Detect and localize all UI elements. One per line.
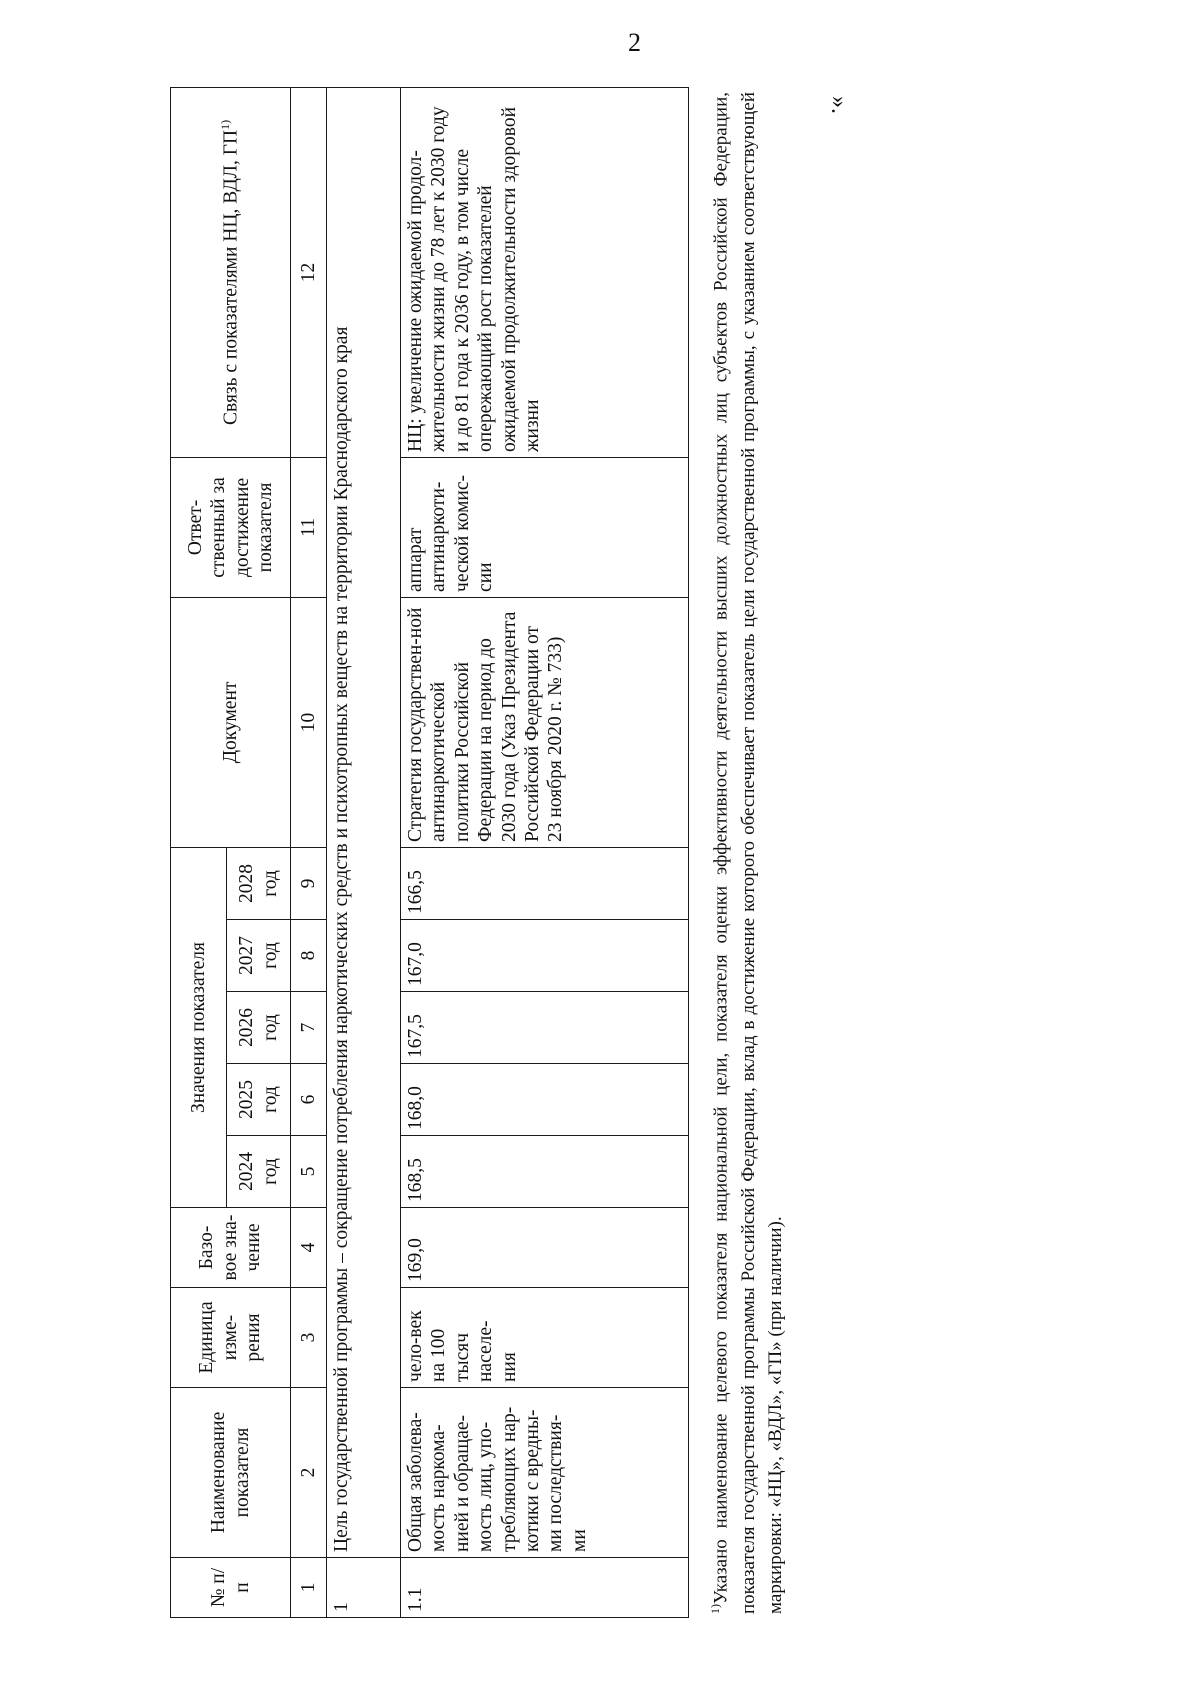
header-year-2027: 2027 год	[227, 920, 291, 992]
col-number: 12	[291, 87, 327, 457]
goal-text: Цель государственной программы – сокращение потребления наркотических средств и психотропных веществ на территории Краснодарского края	[327, 87, 401, 1557]
header-link	[171, 87, 291, 457]
header-link-sup: 1)	[218, 119, 233, 130]
row-base: 169,0	[401, 1208, 689, 1288]
row-value-2026: 167,5	[401, 992, 689, 1064]
header-values-group: Значения показателя	[171, 847, 227, 1207]
header-responsible: Ответ-ственный за достижение показателя	[171, 457, 291, 597]
row-document: Стратегия государствен-ной антинаркотической политики Российской Федерации на период до 2030 года (Указ Президента Российской Федерации от 23 ноября 2020 г. № 733)	[401, 597, 689, 847]
footnote-sup: 1)	[708, 1604, 722, 1614]
row-value-2028: 166,5	[401, 847, 689, 919]
column-numbers-row	[291, 87, 327, 1617]
header-num: № п/п	[171, 1558, 291, 1618]
goal-num: 1	[327, 1558, 401, 1618]
col-number: 7	[291, 992, 327, 1064]
col-number: 6	[291, 1064, 327, 1136]
col-number: 3	[291, 1288, 327, 1388]
header-year-2026: 2026 год	[227, 992, 291, 1064]
col-number: 8	[291, 920, 327, 992]
col-number: 11	[291, 457, 327, 597]
row-name: Общая заболева-мость наркома-нией и обращае-мость лиц, упо-требляющих нар-котики с вредны-ми последствия-ми	[401, 1388, 689, 1558]
footnote-text: Указано наименование целевого показателя национальной цели, показателя оценки эффективности деятельности высших должностных лиц субъектов Российской Федерации, показателя государственной программы Российской Федерации, вклад в достижение которого обеспечивает показатель цели государственной программы, с указанием соответствующей маркировки: «НЦ», «ВДЛ», «ГП» (при наличии).	[710, 92, 787, 1614]
header-base: Базо-вое зна-чение	[171, 1208, 291, 1288]
row-link: НЦ: увеличение ожидаемой продол-жительности жизни до 78 лет к 2030 году и до 81 года к 2036 году, в том числе опережающий рост показателей ожидаемой продолжительности здоровой жизни	[401, 87, 689, 457]
row-num: 1.1	[401, 1558, 689, 1618]
row-responsible: аппарат антинаркоти-ческой комис-сии	[401, 457, 689, 597]
header-link-text: Связь с показателями НЦ, ВДЛ, ГП	[220, 129, 242, 426]
header-year-2025: 2025 год	[227, 1064, 291, 1136]
col-number: 4	[291, 1208, 327, 1288]
row-value-2025: 168,0	[401, 1064, 689, 1136]
footnote	[689, 88, 790, 1618]
goal-row	[327, 87, 401, 1617]
header-year-2028: 2028 год	[227, 847, 291, 919]
col-number: 2	[291, 1388, 327, 1558]
table-row	[401, 87, 689, 1617]
col-number: 9	[291, 847, 327, 919]
row-value-2024: 168,5	[401, 1136, 689, 1208]
page-number: 2	[628, 28, 641, 57]
row-value-2027: 167,0	[401, 920, 689, 992]
col-number: 5	[291, 1136, 327, 1208]
header-year-2024: 2024 год	[227, 1136, 291, 1208]
indicators-table	[170, 87, 689, 1618]
header-row-1	[171, 87, 227, 1617]
header-unit: Единица изме-рения	[171, 1288, 291, 1388]
rotated-content	[170, 88, 830, 1618]
col-number: 1	[291, 1558, 327, 1618]
header-name: Наименование показателя	[171, 1388, 291, 1558]
closing-quote-mark: ».	[826, 96, 852, 114]
row-unit: чело-век на 100 тысяч населе-ния	[401, 1288, 689, 1388]
header-document: Документ	[171, 597, 291, 847]
col-number: 10	[291, 597, 327, 847]
